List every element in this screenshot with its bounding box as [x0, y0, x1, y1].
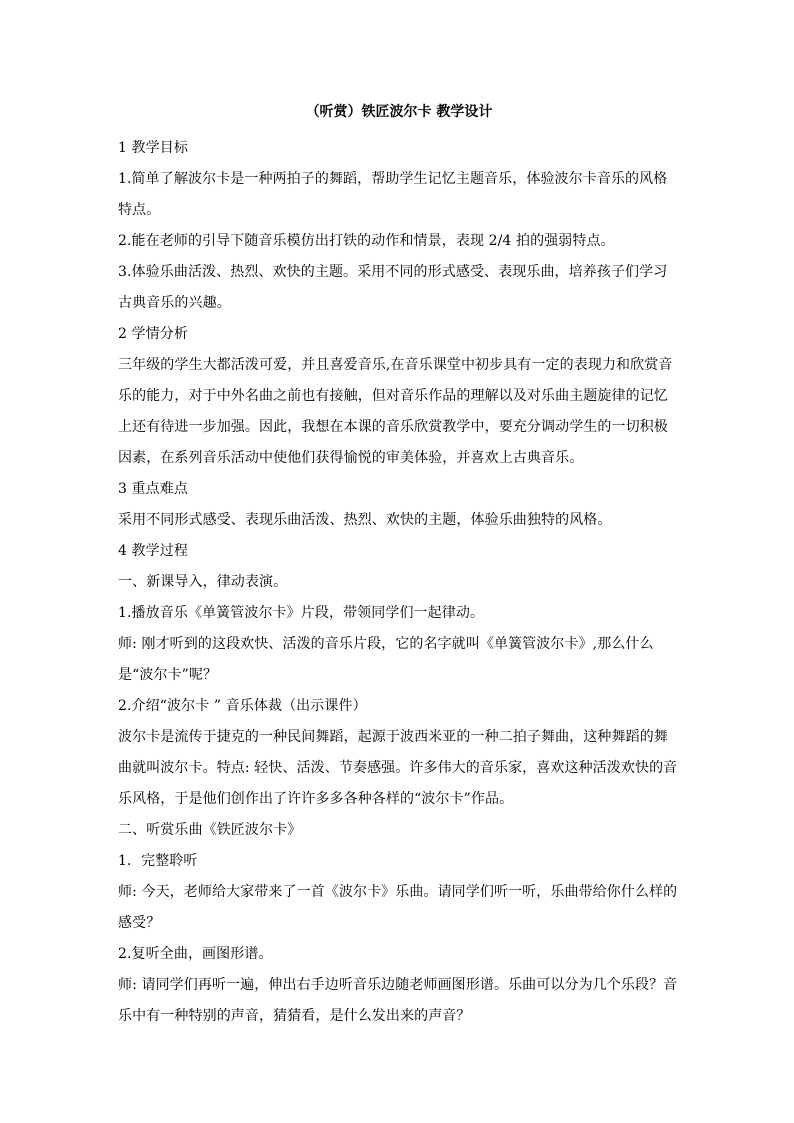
- document-page: [118, 102, 680, 1032]
- polka-description: 波尔卡是流传于捷克的一种民间舞蹈，起源于波西米亚的一种二拍子舞曲，这种舞蹈的舞曲就叫波尔卡。特点: 轻快、活泼、节奏感强。许多伟大的音乐家，喜欢这种活泼欢快的音乐风格，于是他们创作出了许许多多各种各样的“波尔卡”作品。: [118, 729, 678, 807]
- section-intro-heading: 一、新课导入，律动表演。: [118, 574, 288, 590]
- listening-step-2: 2.复听全曲，画图形谱。: [118, 946, 273, 962]
- heading-teaching-goals: 1 教学目标: [118, 140, 188, 156]
- listening-step-1: 1．完整聆听: [118, 853, 198, 869]
- heading-teaching-process: 4 教学过程: [118, 543, 188, 559]
- heading-student-analysis: 2 学情分析: [118, 326, 188, 342]
- key-points-text: 采用不同形式感受、表现乐曲活泼、热烈、欢快的主题，体验乐曲独特的风格。: [118, 512, 612, 528]
- section-listening-heading: 二、听赏乐曲《铁匠波尔卡》: [118, 822, 302, 838]
- goal-item-2: 2.能在老师的引导下随音乐模仿出打铁的动作和情景，表现 2/4 拍的强弱特点。: [118, 233, 615, 249]
- teacher-line-2: 师: 今天，老师给大家带来了一首《波尔卡》乐曲。请同学们听一听，乐曲带给你什么样的感受？: [118, 884, 678, 931]
- teacher-line-3: 师: 请同学们再听一遍，伸出右手边听音乐边随老师画图形谱。乐曲可以分为几个乐段？音乐中有一种特别的声音，猜猜看，是什么发出来的声音？: [118, 977, 678, 1024]
- goal-item-1: 1.简单了解波尔卡是一种两拍子的舞蹈，帮助学生记忆主题音乐，体验波尔卡音乐的风格特点。: [118, 171, 668, 218]
- student-analysis-text: 三年级的学生大都活泼可爱，并且喜爱音乐,在音乐课堂中初步具有一定的表现力和欣赏音乐的能力，对于中外名曲之前也有接触，但对音乐作品的理解以及对乐曲主题旋律的记忆上还有待进一步加强。因此，我想在本课的音乐欣赏教学中，要充分调动学生的一切积极因素，在系列音乐活动中使他们获得愉悦的审美体验，并喜欢上古典音乐。: [118, 357, 673, 466]
- intro-step-2: 2.介绍“波尔卡 ” 音乐体裁（出示课件）: [118, 698, 367, 714]
- document-title: （听赏）铁匠波尔卡 教学设计: [305, 104, 493, 120]
- goal-item-3: 3.体验乐曲活泼、热烈、欢快的主题。采用不同的形式感受、表现乐曲，培养孩子们学习古典音乐的兴趣。: [118, 264, 668, 311]
- intro-step-1: 1.播放音乐《单簧管波尔卡》片段，带领同学们一起律动。: [118, 605, 485, 621]
- teacher-line-1: 师: 刚才听到的这段欢快、活泼的音乐片段，它的名字就叫《单簧管波尔卡》,那么什么是“波尔卡”呢？: [118, 636, 654, 683]
- heading-key-points: 3 重点难点: [118, 481, 188, 497]
